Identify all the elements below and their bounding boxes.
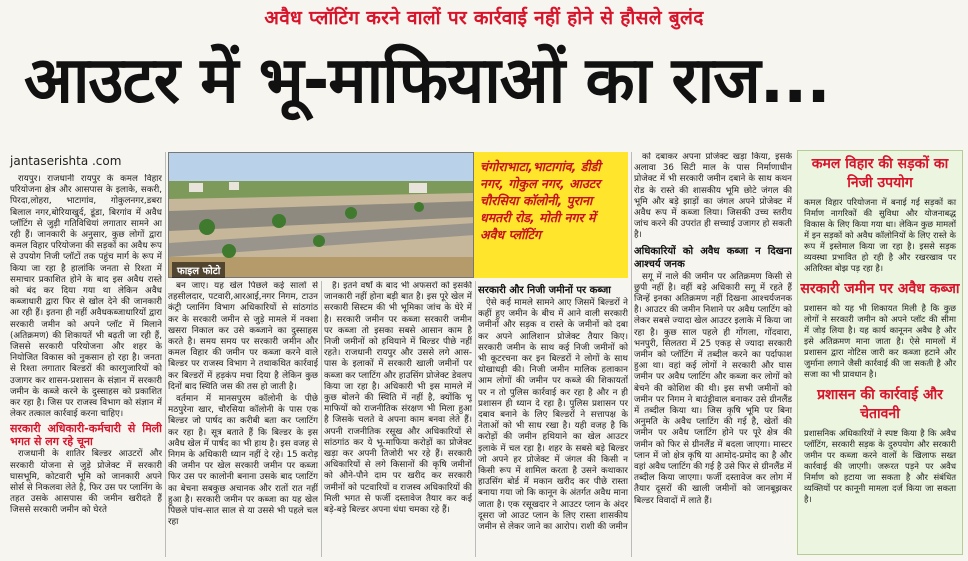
- article-column-1: [10, 174, 162, 558]
- paragraph: रायपुर। राजधानी रायपुर के कमल विहार परियोजना क्षेत्र और आसपास के इलाके, सकरी, पिरदा,लोहरा, भाटागांव, गोकुलनगर,डबरा बिलाल नगर,बोरियाखुर्द, डूंडा, बिरगांव में अवैध प्लॉटिंग से जुड़ी गतिविधियां लगातार सामने आ रही हैं। जानकारी के अनुसार, कुछ लोगों द्वारा कमल विहार परियोजना की सड़कों का अवैध रूप से उपयोग निजी प्लॉटों तक पहुंच मार्ग के रूप में किया जा रहा है हालांकि जनता से रिश्ता में समाचार प्रकाशित होने के बाद इस अवैध रास्ते को बंद कर दिया गया था लेकिन अवैध कब्जाधारी द्वारा फिर से खोल देने की जानकारी आ रही हैं। इतना ही नहीं अवैधकब्जाधारियों द्वारा सरकारी जमीन को अपने प्लॉट में मिलाने (अतिक्रमण) की शिकायतें भी बढ़ती जा रही हैं, जिससे सरकारी परियोजना और शहर के नियोजित विकास को नुकसान हो रहा है। जनता से रिश्ता लगातार बिल्डरों की कारगुजारियों को उजागर कर शासन-प्रशासन के संज्ञान में सरकारी जमीन के कब्जे करने के दुस्साहस को प्रकाशित कर रहा है। जिस पर राजस्व विभाग को संज्ञान में लेकर तत्काल कार्रवाई करना चाहिए।: [10, 174, 162, 420]
- paragraph: है। इतने वर्षों के बाद भी अफसरों को इसकी जानकारी नहीं होना बड़ी बात है। इस पूरे खेल में सरकारी सिस्टम की भी भूमिका जांच के घेरे में है। सरकारी जमीन पर कब्जा सरकारी जमीन पर कब्जा तो इसका सबसे आसान काम है निजी जमीनों को हथियाने में बिल्डर पीछे नहीं रहते। राजधानी रायपुर और उससे लगे आस-पास के इलाकों में सरकारी खाली जमीनों पर कब्जा कर प्लाटिंग और हाउसिंग प्रोजेक्ट डेवलप किया जा रहा है। अधिकारी भी इस मामले में कुछ बोलने की स्थिति में नहीं है, क्योंकि भू माफियों को राजनीतिक संरक्षण भी मिला हुआ है जिसके चलते वे अपना काम बनवा लेते हैं। अपनी राजनीतिक रसूख और अधिकारियों से सांठगांठ कर ये भू-माफिया करोड़ों का प्रोजेक्ट खड़ा कर अपनी तिजोरी भर रहे हैं। सरकारी अधिकारियों से लगे किसानों की कृषि जमीनों को औने-पौने दाम पर खरीद कर सरकारी जमीनों को पटवारियों व राजस्व अधिकारियों की मिली भगत से फर्जी दस्तावेज तैयार कर कई बड़े-बड़े बिल्डर अपना धंधा चमका रहे हैं।: [324, 281, 472, 516]
- site-photo: [168, 152, 474, 278]
- paragraph: सगू में नाले की जमीन पर अतिक्रमण किसी से छुपी नहीं है। वहीं बड़े अधिकारी सगू में रहते हैं जिन्हें इनका अतिक्रमण नहीं दिखना आश्चर्यजनक है। आउटर की जमीन निशाने पर अवैध प्लाटिंग को लेकर सबसे ज्यादा खेल आउटर इलाके में किया जा रहा है। कुछ साल पहले ही गोंगला, गोंदवारा, भनपुरी, सिलतरा में 25 एकड़ से ज्यादा सरकारी जमीन को प्लॉटिंग में तब्दील करने का पर्दाफाश हुआ था। वहां कई लोगों ने सरकारी और घास जमीन पर अवैध प्लाटिंग और कब्जा कर लोगों को बेचने की कोशिश की थी। इस सभी जमीनों को जमीन पर निगम ने बाउंड्रीवाल बनाकर उसे ग्रीनलैंड में तब्दील किया था। जिस कृषि भूमि पर बिना अनुमति के अवैध प्लाटिंग की गई है, खेतों की जमीन पर अवैध प्लाटिंग होने पर पूरे क्षेत्र की जमीन को फिर से ग्रीनलैंड में बदला जाएगा। मास्टर प्लान में जो क्षेत्र कृषि या आमोद-प्रमोद का है और वहां अवैध प्लाटिंग की गई है उसे फिर से ग्रीनलैंड में तब्दील किया जाएगा। फर्जी दस्तावेज कर लोग में तैयार दूसरों की खाली जमीनों को जानबूझकर बिल्डर विवादों में लाते हैं।: [634, 271, 792, 506]
- subheading: अधिकारियों को अवैध कब्जा न दिखना आश्चर्य जनक: [634, 245, 792, 270]
- column-divider: [475, 281, 476, 557]
- subheading: सरकारी और निजी जमीनों पर कब्जा: [478, 285, 611, 296]
- paragraph: राजधानी के शातिर बिल्डर आउटरों और सरकारी योजना से जुड़े प्रोजेक्ट में सरकारी घासभूमि, कोटवारी भूमि को जानकारी अपने सोर्स से निकलवा लेते है, फिर उस पर प्लानिंग के तहत उसके आसपास की जमीन खरीदते हैं जिससे सरकारी जमीन को घेरते: [10, 449, 162, 516]
- sidebar-title: सरकारी जमीन पर अवैध कब्जा: [800, 281, 960, 297]
- main-headline: आउटर में भू-माफियाओं का राज...: [24, 44, 830, 118]
- column-divider: [165, 152, 166, 557]
- sidebar-title: प्रशासन की कार्रवाई और चेतावनी: [817, 387, 943, 422]
- paragraph: को दबाकर अपना प्रोजेक्ट खड़ा किया, इसके अलावा 36 सिटी माल के पास निर्माणाधीन प्रोजेक्ट में भी सरकारी जमीन दबाने के साथ कथन रोड के रास्ते की शासकीय भूमि छोटे जंगल की भूमि और बड़े झाड़ों का जंगल अपने प्रोजेक्ट में अवैध रूप में कब्जा लिया। जिसकी उच्च स्तरीय जांच करने की उपरांत ही सच्चाई उजागर हो सकती है।: [634, 152, 792, 241]
- photo-caption: फाइल फोटो: [172, 262, 225, 278]
- sidebar-text: कमल विहार परियोजना में बनाई गई सड़कों का निर्माण नागरिकों की सुविधा और योजनाबद्ध विकास के लिए किया गया था। लेकिन कुछ मामलों में इन सड़कों को अवैध कॉलोनियों के लिए रास्ते के रूप में इस्तेमाल किया जा रहा है। इससे सड़क व्यवस्था प्रभावित हो रही है और रखरखाव पर अतिरिक्त बोझ पड़ रहा है।: [804, 197, 956, 273]
- paragraph: बन जाए। यह खेल पिछले कई सालों से तहसीलदार, पटवारी,आरआई,नगर निगम, टाउन कंट्री प्लानिंग विभाग अधिकारियों से सांठगांठ कर के सरकारी जमीन से जुड़े मामले में नक्शा खसरा निकाल कर उसे कब्जाने का दुस्साहस करते है। समय समय पर सरकारी जमीन और कमल विहार की जमीन पर कब्जा करने वाले बिल्डर पर राजस्व विभाग ने तथाकथित कार्रवाई कर बिल्डरों में हड़कंप मचा दिया है लेकिन कुछ दिनों बाद स्थिति जस की तस हो जाती है।: [168, 281, 318, 392]
- sidebar-text: प्रशासनिक अधिकारियों ने स्पष्ट किया है कि अवैध प्लॉटिंग, सरकारी सड़क के दुरुपयोग और सरकारी जमीन पर कब्जा करने वालों के खिलाफ सख्त कार्रवाई की जाएगी। जरूरत पड़ने पर अवैध निर्माण को हटाया जा सकता है और संबंधित व्यक्तियों पर कानूनी मामला दर्ज किया जा सकता है।: [804, 428, 956, 504]
- article-column-3: [324, 281, 472, 558]
- plotting-site-illustration: [169, 153, 474, 278]
- kicker-headline: अवैध प्लॉटिंग करने वालों पर कार्रवाई नहीं होने से हौसले बुलंद: [264, 7, 704, 29]
- paragraph: वर्तमान में मानसपुरम कॉलोनी के पीछे मठपुरेना खार, चौरसिया कॉलोनी के पास एक बिल्डर जो पार्षद का करीबी बता कर प्लाटिंग कर रहा है। सूत्र बताते हैं कि बिल्डर के इस अवैध खेल में पार्षद का भी हाथ है। इस वजह से निगम के अधिकारी ध्यान नहीं दे रहे। 15 करोड़ की जमीन पर खेल सरकारी जमीन पर कब्जा फिर उस पर कालोनी बनाना उसके बाद प्लाटिंग का बेचना सबकुछ अचानक और रातों रात नहीं हुआ है। सरकारी जमीन पर कब्जा का यह खेल पिछले पांच-सात साल से या उससे भी पहले चल रहा: [168, 394, 318, 528]
- sidebar-title: कमल विहार की सड़कों का निजी उपयोग: [811, 156, 949, 191]
- sidebar-box: [797, 150, 963, 555]
- locations-highlight-box: चंगोराभाटा,भाटागांव, डीडी नगर, गोकुल नगर, आउटर चौरसिया कॉलोनी, पुराना धमतरी रोड, मोती नगर में अवैध प्लॉटिंग: [474, 152, 628, 278]
- column-divider: [631, 152, 632, 557]
- article-column-2: [168, 281, 318, 558]
- subheading: सरकारी अधिकारी-कर्मचारी से मिली भगत से लग रहे चूना: [10, 422, 162, 449]
- sidebar-text: प्रशासन को यह भी शिकायत मिली है कि कुछ लोगों ने सरकारी जमीन को अपने प्लॉट की सीमा में जोड़ लिया है। यह कार्य कानूनन अवैध है और इसे अतिक्रमण माना जाता है। ऐसे मामलों में प्रशासन द्वारा नोटिस जारी कर कब्जा हटाने और जुर्माना लगाने जैसी कार्रवाई की जा सकती है और सजा का भी प्रावधान है।: [804, 303, 956, 379]
- article-column-4: [478, 281, 628, 558]
- column-divider: [321, 281, 322, 557]
- byline: jantaserishta .com: [10, 154, 122, 168]
- paragraph: ऐसे कई मामले सामने आए जिसमें बिल्डरों ने कहीं हुए जमीन के बीच में आने वाली सरकारी जमीनों और सड़क व रास्ते के जमीनों को दबा कर अपने आलिशान प्रोजेक्ट तैयार किए। सरकारी जमीन के साथ कई निजी जमीनों को भी कूटरचना कर इन बिल्डरों ने लोगों के साथ धोखाधड़ी की। निजी जमीन मालिक हलाकान आम लोगों की जमीन पर कब्जे की शिकायतों पर न तो पुलिस कार्रवाई कर रहा है और न ही प्रशासन ही ध्यान दे रहा है। पुलिस प्रशासन पर दबाव बनाने के लिए बिल्डरों ने सत्तापक्ष के नेताओं को भी साध रखा है। यही वजह है कि करोड़ों की जमीन हथियाने का खेल आउटर इलाके में चल रहा है। शहर के सबसे बड़े बिल्डर जो अपने हर प्रोजेक्ट में जंगल की किसी न किसी रूप में शामिल करता है उसने कथाकार हाउसिंग बोर्ड में मकान खरीद कर पीछे रास्ता बनाया गया जो कि कानून के अंतर्गत अवैध माना जाता है। एक रसूखदार ने आउटर प्लान के अंदर दूसरा जो आउट प्लान के लिए रास्ता शासकीय जमीन से लेकर जाने का आरोप। राशी की जमीन: [478, 298, 628, 533]
- article-column-5: [634, 152, 792, 558]
